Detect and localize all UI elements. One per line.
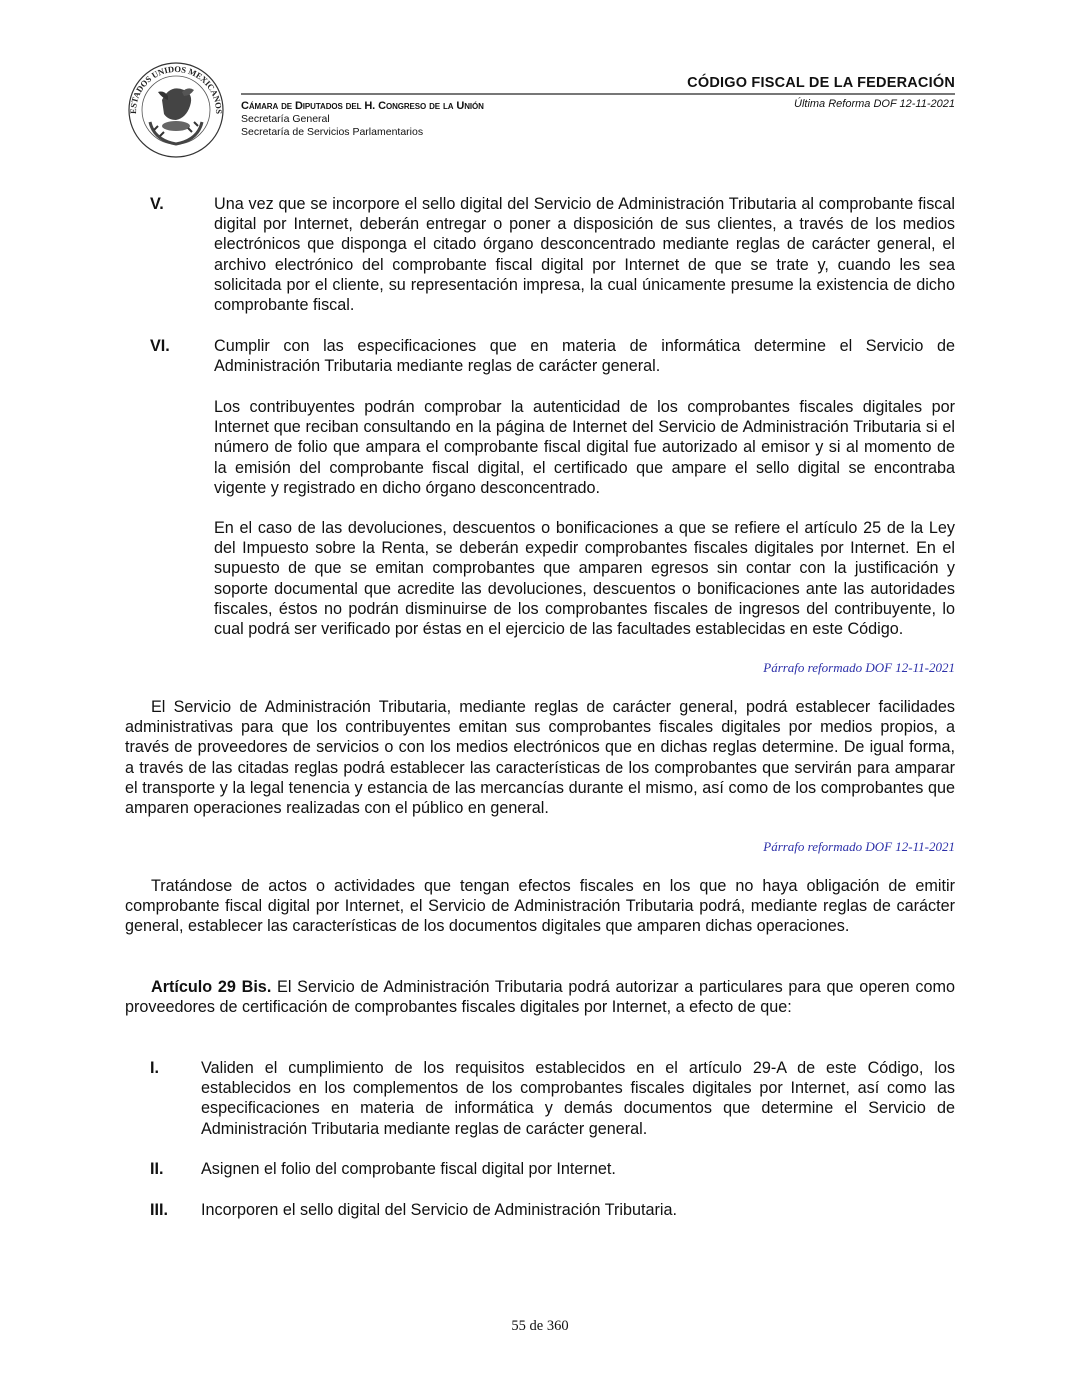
issuer-dept-1: Secretaría General <box>241 113 330 125</box>
header-rule <box>241 93 955 95</box>
fraction-number-v: V. <box>150 195 164 213</box>
last-reform-date: Última Reforma DOF 12-11-2021 <box>794 98 955 110</box>
article-label: Artículo 29 Bis. <box>151 978 272 996</box>
fraction-i-text: Validen el cumplimiento de los requisitos establecidos en el artículo 29-A de este Código, los establecidos en los complementos de los comprobantes fiscales digitales por Internet, así como las especificaciones en materia de informática y demás documentos que determine el Servicio de Administración Tributaria mediante reglas de carácter general. <box>201 1059 955 1138</box>
document-header-title <box>535 74 955 92</box>
fraction-iii-text: Incorporen el sello digital del Servicio de Administración Tributaria. <box>201 1201 677 1219</box>
fraction-vi-text: Cumplir con las especificaciones que en materia de informática determine el Servicio de Administración Tributaria mediante reglas de carácter general. <box>214 337 955 376</box>
reform-note: Párrafo reformado DOF 12-11-2021 <box>763 660 955 675</box>
fraction-number-vi: VI. <box>150 337 170 355</box>
fraction-v-text: Una vez que se incorpore el sello digital del Servicio de Administración Tributaria al comprobante fiscal digital por Internet, deberán entregar o poner a disposición de sus clientes, a través de los medios electrónicos que disponga el citado órgano desconcentrado mediante reglas de carácter general, el archivo electrónico del comprobante fiscal digital por Internet de que se trate y, cuando les sea solicitada por el cliente, su representación impresa, la cual únicamente presume la existencia de dicho comprobante fiscal. <box>214 195 955 315</box>
article-text: El Servicio de Administración Tributaria podrá autorizar a particulares para que operen como proveedores de certificación de comprobantes fiscales digitales por Internet, a efecto de que: <box>125 978 955 1017</box>
svg-text:ESTADOS UNIDOS MEXICANOS: ESTADOS UNIDOS MEXICANOS <box>127 63 225 115</box>
fraction-vi-paragraph-3: En el caso de las devoluciones, descuentos o bonificaciones a que se refiere el artículo 25 de la Ley del Impuesto sobre la Renta, se deberán expedir comprobantes fiscales digitales por Internet. En el supuesto de que se emitan comprobantes que amparen egresos sin contar con la justificación y soporte documental que acredite las devoluciones, descuentos o bonificaciones ante las autoridades fiscales, éstos no podrán disminuirse de los comprobantes fiscales de ingresos del contribuyente, lo cual podrá ser verificado por éstas en el ejercicio de las facultades establecidas en este Código. <box>214 519 955 639</box>
code-title: CÓDIGO FISCAL DE LA FEDERACIÓN <box>687 75 955 91</box>
issuer-block <box>241 100 484 139</box>
actos-paragraph: Tratándose de actos o actividades que tengan efectos fiscales en los que no haya obligación de emitir comprobante fiscal digital por Internet, el Servicio de Administración Tributaria podrá, mediante reglas de carácter general, establecer las características de los documentos digitales que amparen dichas operaciones. <box>125 877 955 936</box>
page-number: 55 de 360 <box>511 1318 569 1334</box>
article-29-bis <box>125 977 955 1017</box>
reform-note: Párrafo reformado DOF 12-11-2021 <box>763 839 955 854</box>
fraction-number-iii: III. <box>150 1201 168 1219</box>
issuer-name: Cámara de Diputados del H. Congreso de la Unión <box>241 100 484 112</box>
fraction-number-i: I. <box>150 1059 159 1077</box>
issuer-dept-2: Secretaría de Servicios Parlamentarios <box>241 126 424 138</box>
fraction-number-ii: II. <box>150 1160 164 1178</box>
mexican-seal-icon <box>124 60 228 160</box>
fraction-vi-paragraph-2: Los contribuyentes podrán comprobar la autenticidad de los comprobantes fiscales digitales por Internet que reciban consultando en la página de Internet del Servicio de Administración Tributaria si el número de folio que ampara el comprobante fiscal digital fue autorizado al emisor y si al momento de la emisión del comprobante fiscal digital, el certificado que ampare el sello digital se encontraba vigente y registrado en dicho órgano desconcentrado. <box>214 398 955 497</box>
fraction-ii-text: Asignen el folio del comprobante fiscal digital por Internet. <box>201 1160 616 1178</box>
sat-rules-paragraph: El Servicio de Administración Tributaria, mediante reglas de carácter general, podrá establecer facilidades administrativas para que los contribuyentes emitan sus comprobantes fiscales digitales por medios propios, a través de proveedores de servicios o con los medios electrónicos que en dichas reglas determine. De igual forma, a través de las citadas reglas podrá establecer las características de los comprobantes que servirán para amparar el transporte y la legal tenencia y estancia de las mercancías durante el mismo, así como de los comprobantes que amparen operaciones realizadas con el público en general. <box>125 698 955 818</box>
